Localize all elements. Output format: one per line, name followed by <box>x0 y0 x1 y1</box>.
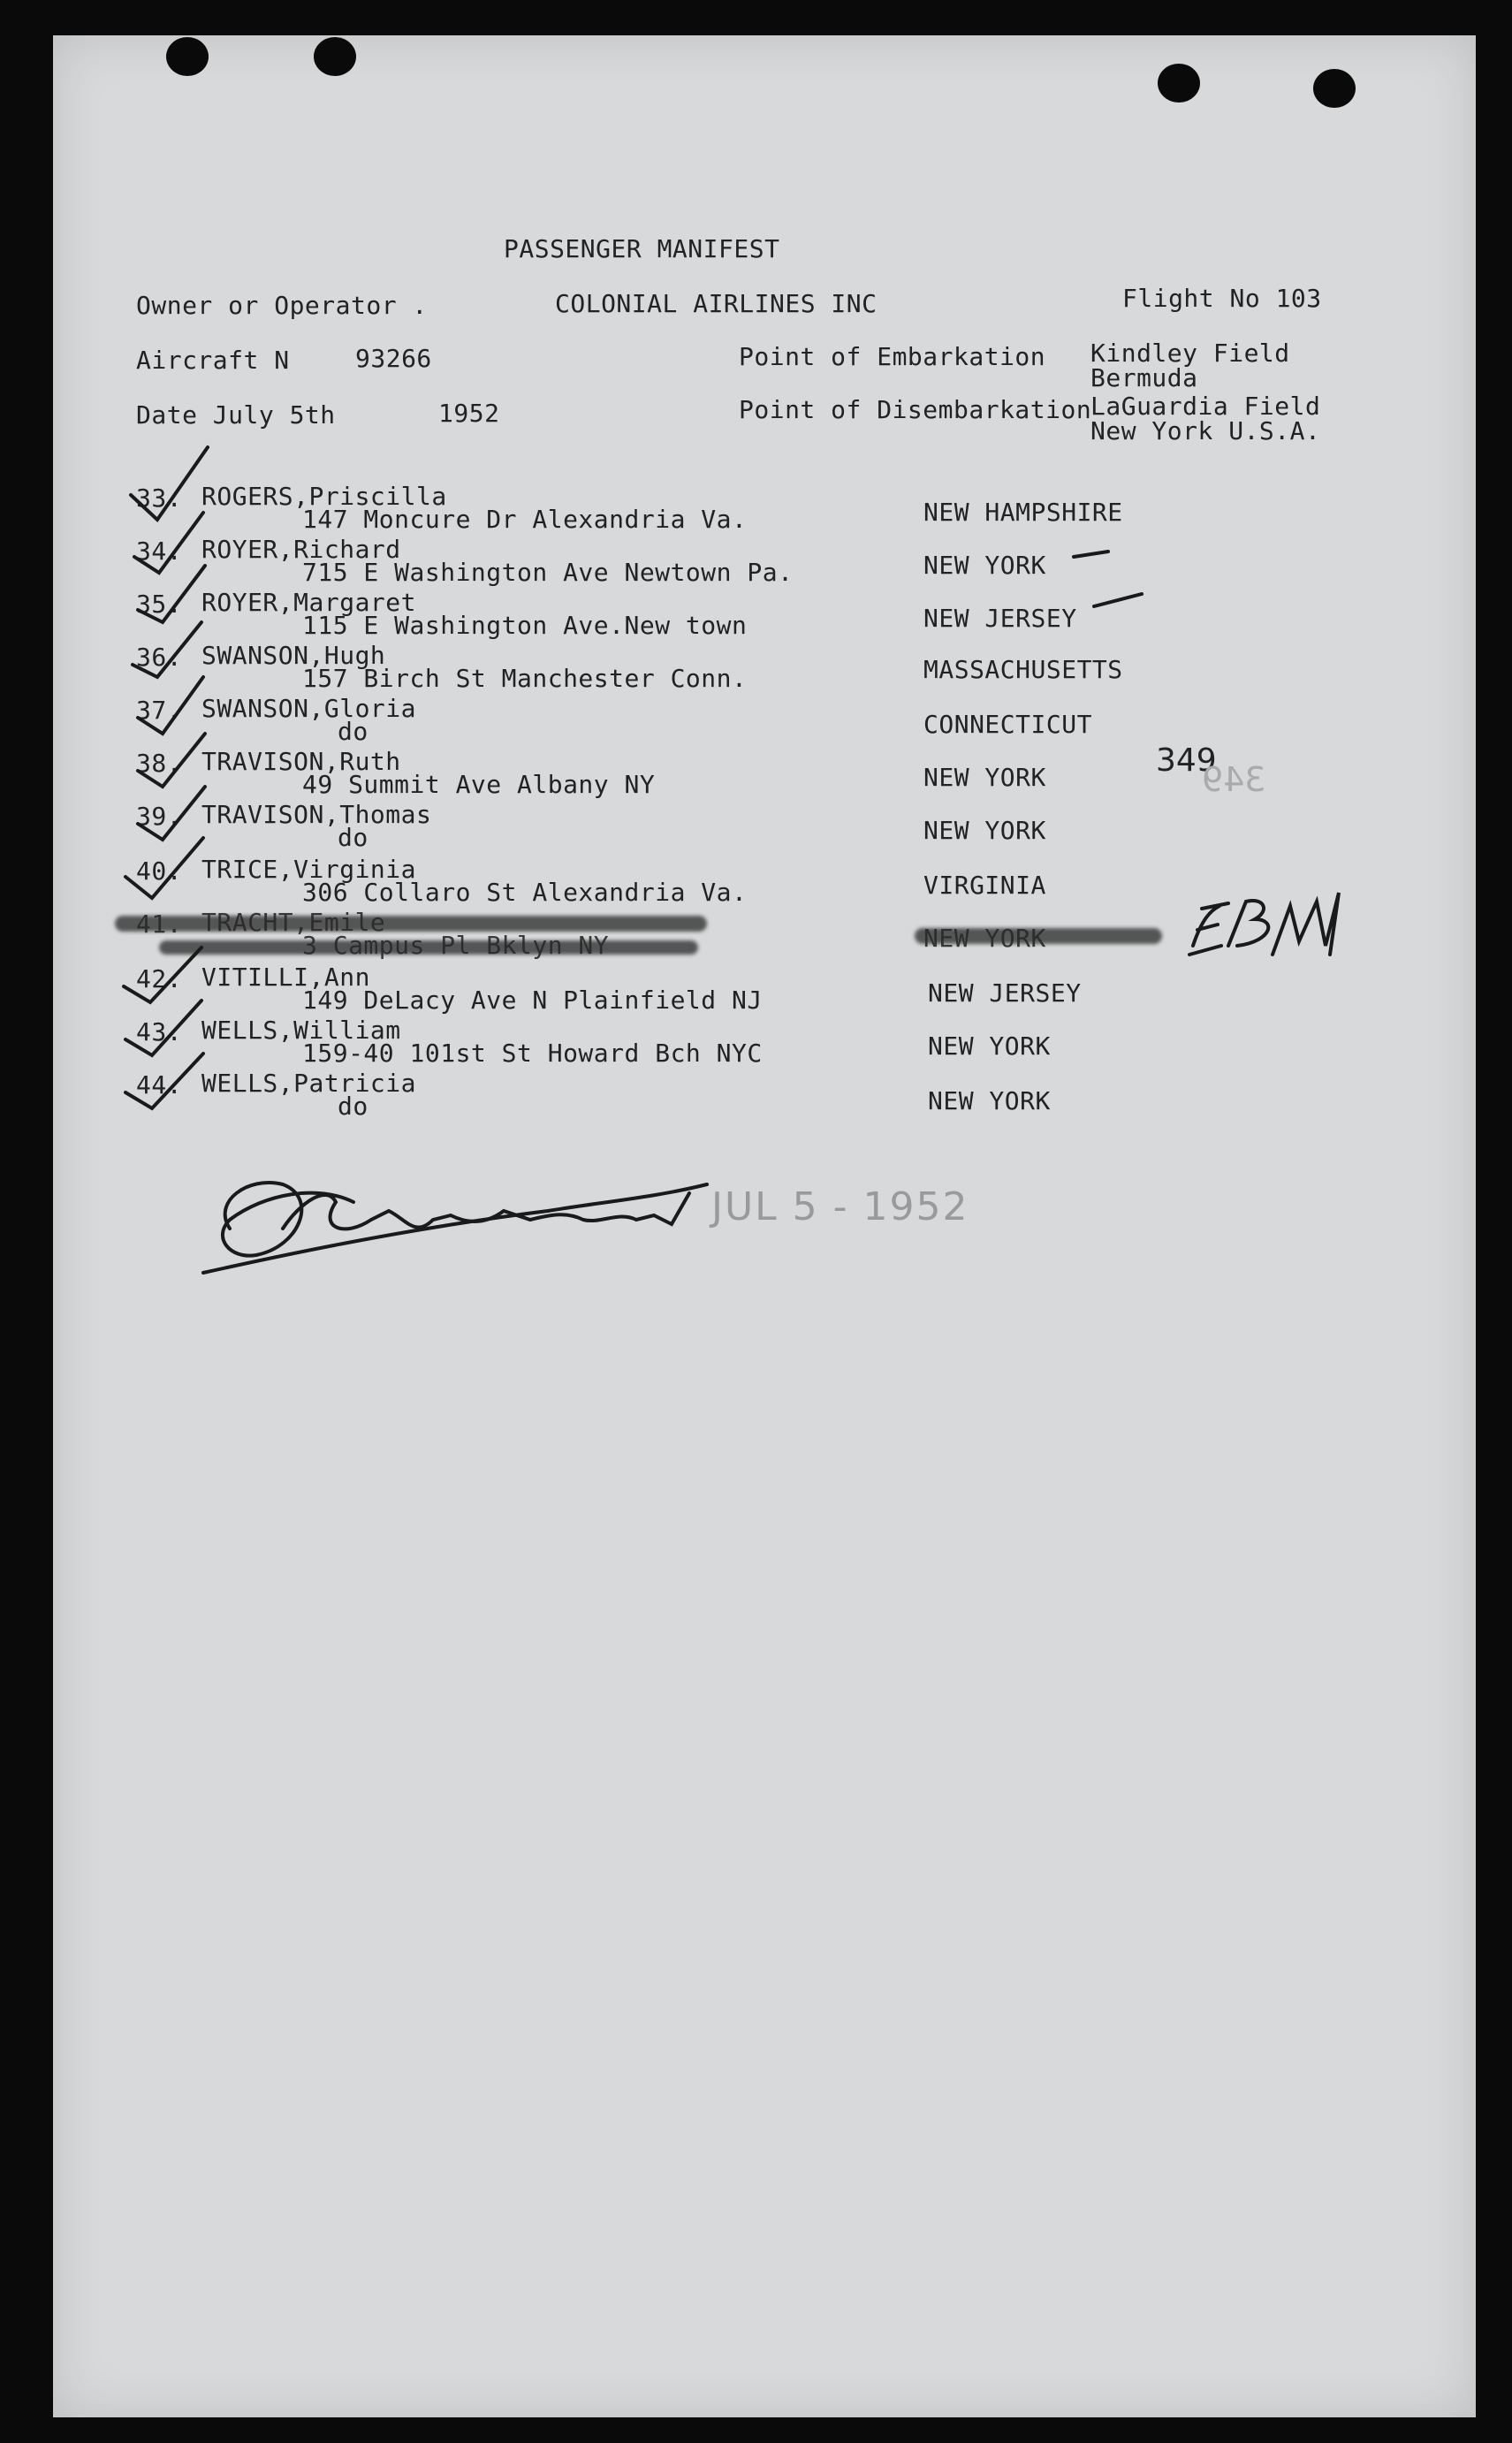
disembark-value: LaGuardia Field <box>1090 392 1321 421</box>
passenger-name: VITILLI,Ann <box>201 963 370 992</box>
passenger-address: do <box>338 823 369 852</box>
passenger-state: MASSACHUSETTS <box>923 655 1123 684</box>
passenger-state: NEW JERSEY <box>928 978 1082 1008</box>
embark-value: Kindley Field <box>1090 339 1290 368</box>
check-mark <box>125 1001 201 1055</box>
flight-number: Flight No 103 <box>1122 284 1322 313</box>
passenger-name: WELLS,William <box>201 1016 401 1045</box>
passenger-name: TRICE,Virginia <box>201 855 417 884</box>
passenger-address: 715 E Washington Ave Newtown Pa. <box>302 558 794 587</box>
passenger-name: ROYER,Margaret <box>201 588 417 617</box>
passenger-number: 40. <box>136 856 183 886</box>
passenger-address: 147 Moncure Dr Alexandria Va. <box>302 505 748 534</box>
check-mark <box>138 677 203 734</box>
passenger-address: 157 Birch St Manchester Conn. <box>302 664 748 693</box>
owner-value: COLONIAL AIRLINES INC <box>555 289 878 318</box>
check-mark <box>131 447 208 520</box>
passenger-name: SWANSON,Hugh <box>201 641 386 670</box>
passenger-name: TRAVISON,Ruth <box>201 747 401 776</box>
passenger-state: CONNECTICUT <box>923 710 1092 739</box>
passenger-number: 37. <box>136 696 183 725</box>
passenger-number: 36. <box>136 643 183 672</box>
check-mark <box>138 734 205 787</box>
manifest-page <box>53 35 1476 2417</box>
check-mark <box>125 1054 203 1108</box>
check-mark <box>134 513 203 573</box>
page-number: 349 <box>1156 742 1217 779</box>
passenger-address: 159-40 101st St Howard Bch NYC <box>302 1039 763 1068</box>
embark-label: Point of Embarkation <box>739 342 1046 371</box>
check-mark <box>124 948 201 1002</box>
passenger-address: 306 Collaro St Alexandria Va. <box>302 878 748 907</box>
passenger-state: NEW YORK <box>928 1086 1051 1115</box>
embark-value-2: Bermuda <box>1090 363 1198 392</box>
passenger-number: 42. <box>136 964 183 993</box>
date-year: 1952 <box>438 399 500 428</box>
passenger-address: 49 Summit Ave Albany NY <box>302 770 656 799</box>
passenger-address: do <box>338 717 369 746</box>
passenger-state: NEW HAMPSHIRE <box>923 498 1123 527</box>
handwritten-marks <box>53 35 1476 2417</box>
passenger-state: NEW YORK <box>923 816 1046 845</box>
check-mark <box>133 622 201 677</box>
passenger-name: SWANSON,Gloria <box>201 694 417 723</box>
disembark-label: Point of Disembarkation <box>739 395 1092 424</box>
passenger-address: 149 DeLacy Ave N Plainfield NJ <box>302 986 763 1015</box>
passenger-name: TRAVISON,Thomas <box>201 800 432 829</box>
passenger-number: 39. <box>136 802 183 831</box>
aircraft-value: 93266 <box>355 344 432 373</box>
check-mark <box>138 566 205 622</box>
check-mark <box>125 838 203 898</box>
passenger-number: 35. <box>136 590 183 619</box>
passenger-state: VIRGINIA <box>923 871 1046 900</box>
passenger-number: 38. <box>136 749 183 778</box>
date-stamp: JUL 5 - 1952 <box>711 1184 969 1229</box>
page-title: PASSENGER MANIFEST <box>504 234 780 263</box>
passenger-state: NEW YORK <box>928 1031 1051 1061</box>
owner-label: Owner or Operator . <box>136 291 428 320</box>
passenger-number: 43. <box>136 1017 183 1046</box>
disembark-value-2: New York U.S.A. <box>1090 416 1321 445</box>
passenger-number: 33. <box>136 483 183 513</box>
passenger-number: 34. <box>136 537 183 566</box>
passenger-state: NEW YORK <box>923 551 1046 580</box>
passenger-address: 115 E Washington Ave.New town <box>302 611 748 640</box>
initials-mark <box>1189 903 1228 955</box>
check-mark <box>138 787 205 840</box>
passenger-name: WELLS,Patricia <box>201 1069 417 1098</box>
aircraft-label: Aircraft N <box>136 346 290 375</box>
page-number-bleed: 349 <box>1202 760 1266 799</box>
passenger-address: do <box>338 1092 369 1121</box>
passenger-name: ROGERS,Priscilla <box>201 482 447 511</box>
passenger-state: NEW JERSEY <box>923 604 1077 633</box>
passenger-state: NEW YORK <box>923 763 1046 792</box>
passenger-number: 44. <box>136 1070 183 1100</box>
passenger-name: ROYER,Richard <box>201 535 401 564</box>
date-label: Date July 5th <box>136 400 336 430</box>
